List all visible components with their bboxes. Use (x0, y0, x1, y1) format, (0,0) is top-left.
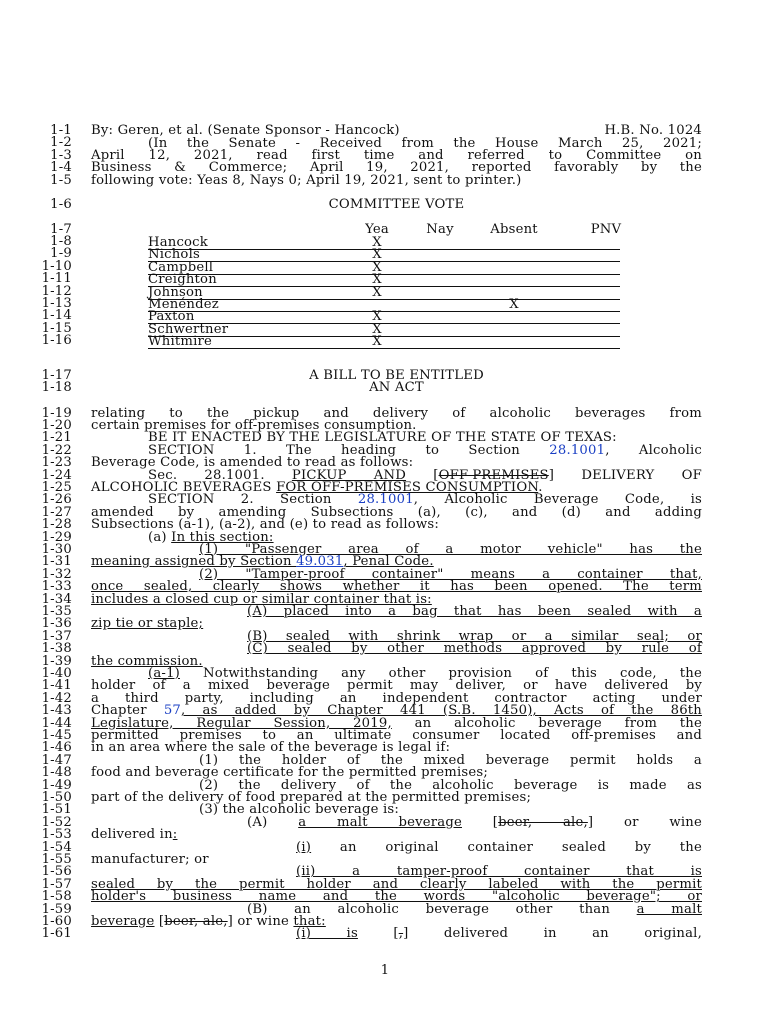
statute-link[interactable]: 49.031 (296, 554, 344, 570)
inserted-text: sealed by the permit holder and clearly labeled with the permit (91, 876, 702, 892)
line-number: 1-43 (41, 703, 72, 719)
text-segment: an original container sealed by the (311, 839, 702, 855)
vote-row (148, 274, 620, 287)
text-segment: amended by amending Subsections (a), (c), and (d) and adding (91, 504, 702, 520)
sponsor-text: By: Geren, et al. (Senate Sponsor - Hancock) (91, 123, 400, 138)
member-name: Campbell (148, 259, 214, 275)
header-line-3: April 12, 2021, read first time and referred to Committee on (91, 147, 702, 163)
vote-mark: X (372, 234, 382, 250)
line-number: 1-8 (50, 233, 72, 249)
inserted-text: , as added by Chapter 441 (S.B. 1450), Acts of the 86th (181, 703, 702, 719)
text-segment: Chapter (91, 703, 164, 719)
inserted-text: (A) placed into a bag that has been sealed with a (247, 603, 702, 619)
text-segment: part of the delivery of food prepared at the permitted premises; (91, 789, 532, 805)
line-number: 1-27 (41, 504, 72, 520)
line-number: 1-28 (41, 517, 72, 533)
line-number: 1-18 (41, 380, 72, 396)
line-number: 1-10 (41, 258, 72, 274)
text-segment: , Alcoholic Beverage Code, is (413, 492, 702, 508)
line-number: 1-35 (41, 603, 72, 619)
line-number: 1-11 (41, 271, 72, 287)
line-number: 1-2 (50, 135, 72, 151)
member-name: Creighton (148, 272, 217, 288)
text-segment: [ (406, 467, 439, 483)
member-name: Paxton (148, 309, 195, 325)
text-segment: ] or wine (587, 814, 702, 830)
line-number: 1-4 (50, 160, 72, 176)
act-title: AN ACT (369, 380, 424, 396)
inserted-text: (a-1) (148, 665, 180, 681)
text-segment: certain premises for off-premises consumption. (91, 417, 417, 433)
line-number: 1-58 (41, 889, 72, 905)
vote-mark: X (509, 296, 519, 312)
line-number: 1-25 (41, 479, 72, 495)
line-number: 1-21 (41, 430, 72, 446)
line-number: 1-38 (41, 641, 72, 657)
line-number: 1-59 (41, 901, 72, 917)
text-segment: (A) (247, 814, 299, 830)
line-number: 1-55 (41, 851, 72, 867)
line-number: 1-31 (41, 554, 72, 570)
header-line-2: (In the Senate - Received from the House March 25, 2021; (148, 135, 702, 151)
inserted-text: , Penal Code. (343, 554, 434, 570)
text-segment: ] or wine (227, 913, 294, 929)
text-segment: Notwithstanding any other provision of this code, the (180, 665, 702, 681)
line-number: 1-9 (50, 246, 72, 262)
vote-row (148, 321, 620, 337)
inserted-text: a malt beverage (298, 814, 462, 830)
inserted-text: zip tie or staple; (91, 616, 204, 632)
text-segment: a third party, including an independent contractor acting under (91, 690, 702, 706)
line-number: 1-34 (41, 591, 72, 607)
text-segment: [ (461, 814, 499, 830)
line-number: 1-24 (41, 467, 72, 483)
member-name: Whitmire (148, 334, 212, 350)
line-number: 1-46 (41, 740, 72, 756)
vote-mark: X (372, 309, 382, 325)
text-segment: in an area where the sale of the beverage is legal if: (91, 740, 451, 756)
line-number: 1-54 (41, 839, 72, 855)
vote-mark: X (372, 259, 382, 275)
line-number: 1-22 (41, 442, 72, 458)
header-line-5: following vote: Yeas 8, Nays 0; April 19, 2021, sent to printer.) (91, 172, 522, 188)
line-number: 1-39 (41, 653, 72, 669)
text-segment: Subsections (a-1), (a-2), and (e) to read as follows: (91, 517, 440, 533)
vote-column-absent: Absent (490, 221, 538, 237)
line-number: 1-52 (41, 814, 72, 830)
text-segment: (1) the holder of the mixed beverage permit holds a (199, 752, 702, 768)
vote-column-yea: Yea (365, 221, 389, 237)
inserted-text: (C) sealed by other methods approved by rule of (247, 641, 702, 657)
inserted-text: meaning assigned by Section (91, 554, 297, 570)
text-segment: (3) the alcoholic beverage is: (199, 802, 400, 818)
inserted-text: In this section: (171, 529, 274, 545)
text-segment: relating to the pickup and delivery of alcoholic beverages from (91, 405, 702, 421)
bill-title: A BILL TO BE ENTITLED (309, 368, 484, 383)
line-number: 1-30 (41, 541, 72, 557)
text-segment: (2) the delivery of the alcoholic beverage is made as (199, 777, 702, 793)
text-segment: holder of a mixed beverage permit may deliver, or have delivered by (91, 678, 702, 694)
bill-number: H.B. No. 1024 (604, 123, 702, 138)
inserted-text: includes a closed cup or similar container that is: (91, 591, 432, 607)
line-number: 1-37 (41, 628, 72, 644)
vote-mark: X (372, 334, 382, 350)
vote-column-pnv: PNV (590, 221, 622, 237)
struck-text: OFF-PREMISES (438, 467, 549, 483)
vote-mark: X (372, 284, 382, 300)
line-number: 1-15 (41, 320, 72, 336)
inserted-text: PICKUP AND (291, 467, 407, 483)
inserted-text: FOR OFF-PREMISES CONSUMPTION (276, 479, 539, 495)
line-number: 1-14 (41, 308, 72, 324)
line-number: 1-29 (41, 529, 72, 545)
line-number: 1-33 (41, 579, 72, 595)
struck-text: , (398, 926, 404, 942)
text-segment: permitted premises to an ultimate consumer located off-premises and (91, 727, 702, 743)
text-segment: SECTION 2. Section (148, 492, 358, 508)
line-number: 1-26 (41, 492, 72, 508)
line-number: 1-44 (41, 715, 72, 731)
vote-column-nay: Nay (426, 221, 454, 237)
line-number: 1-20 (41, 417, 72, 433)
line-number: 1-16 (41, 333, 72, 349)
line-number: 1-60 (41, 913, 72, 929)
line-number: 1-19 (41, 405, 72, 421)
text-segment: BE IT ENACTED BY THE LEGISLATURE OF THE STATE OF TEXAS: (148, 430, 617, 446)
text-segment: an alcoholic beverage from the (391, 715, 702, 731)
line-number: 1-47 (41, 752, 72, 768)
member-name: Hancock (148, 234, 208, 250)
vote-row (148, 234, 620, 250)
line-number: 1-3 (50, 147, 72, 163)
line-number: 1-1 (50, 123, 72, 138)
line-number: 1-5 (50, 172, 72, 188)
inserted-text: (2) "Tamper-proof container" means a container that, (199, 566, 702, 582)
text-segment: SECTION 1. The heading to Section (148, 442, 550, 458)
vote-mark: X (372, 321, 382, 337)
vote-mark: X (372, 272, 382, 288)
committee-vote-title: COMMITTEE VOTE (328, 197, 465, 212)
text-segment: . (538, 479, 543, 495)
text-segment: delivered in (91, 827, 173, 843)
line-number: 1-57 (41, 876, 72, 892)
member-name: Schwertner (148, 321, 229, 337)
line-number: 1-49 (41, 777, 72, 793)
inserted-text: beverage (91, 913, 155, 929)
text-segment: Beverage Code, is amended to read as follows: (91, 455, 414, 471)
line-number: 1-50 (41, 789, 72, 805)
statute-link[interactable]: 28.1001 (549, 442, 606, 458)
inserted-text: holder's business name and the words "alcoholic beverage"; or (91, 889, 702, 905)
line-number: 1-41 (41, 678, 72, 694)
inserted-text: the commission. (91, 653, 203, 669)
line-number: 1-61 (41, 926, 72, 942)
text-segment: food and beverage certificate for the permitted premises; (91, 765, 489, 781)
page-number: 1 (380, 963, 390, 978)
line-number: 1-17 (41, 368, 72, 383)
line-number: 1-6 (50, 197, 72, 212)
line-number: 1-23 (41, 455, 72, 471)
struck-text: beer, ale, (164, 913, 228, 929)
inserted-text: (ii) a tamper-proof container that is (296, 864, 702, 880)
line-number: 1-48 (41, 765, 72, 781)
inserted-text: (i) is (296, 926, 358, 942)
line-number: 1-40 (41, 665, 72, 681)
text-segment: manufacturer; or (91, 851, 209, 867)
vote-mark: X (372, 247, 382, 263)
line-number: 1-12 (41, 283, 72, 299)
inserted-text: Legislature, Regular Session, 2019, (91, 715, 392, 731)
bill-text-line (91, 928, 702, 940)
text-segment: , Alcoholic (605, 442, 703, 458)
vote-row (148, 296, 620, 312)
line-number: 1-45 (41, 727, 72, 743)
header-line-4: Business & Commerce; April 19, 2021, reported favorably by the (91, 160, 702, 176)
inserted-text: (B) sealed with shrink wrap or a similar seal; or (247, 628, 702, 644)
text-segment: ] delivered in an original, (403, 926, 702, 942)
inserted-text: (1) "Passenger area of a motor vehicle" has the (199, 541, 702, 557)
text-segment: [ (357, 926, 399, 942)
line-number: 1-36 (41, 616, 72, 632)
line-number: 1-56 (41, 864, 72, 880)
inserted-text: : (172, 827, 178, 843)
text-segment: (B) an alcoholic beverage other than (247, 901, 637, 917)
inserted-text: that: (293, 913, 326, 929)
inserted-text: once sealed, clearly shows whether it has been opened. The term (91, 579, 702, 595)
line-number: 1-51 (41, 802, 72, 818)
struck-text: beer, ale, (498, 814, 588, 830)
line-number: 1-53 (41, 827, 72, 843)
text-segment: ALCOHOLIC BEVERAGES (91, 479, 277, 495)
member-name: Menéndez (148, 296, 219, 312)
line-number: 1-13 (41, 295, 72, 311)
bill-text-line (91, 814, 702, 830)
line-number: 1-32 (41, 566, 72, 582)
line-number: 1-7 (50, 221, 72, 237)
statute-link[interactable]: 28.1001 (357, 492, 414, 508)
inserted-text: a malt (636, 901, 702, 917)
text-segment: [ (154, 913, 165, 929)
text-segment: (a) (148, 529, 172, 545)
member-name: Nichols (148, 247, 200, 263)
line-number: 1-42 (41, 690, 72, 706)
text-segment: ] DELIVERY OF (548, 467, 702, 483)
inserted-text: (i) (296, 839, 312, 855)
vote-row (148, 259, 620, 275)
text-segment: Sec. 28.1001. (148, 467, 292, 483)
statute-link[interactable]: 57 (163, 703, 182, 719)
member-name: Johnson (148, 284, 203, 300)
vote-row (148, 249, 620, 262)
vote-row (148, 336, 620, 349)
